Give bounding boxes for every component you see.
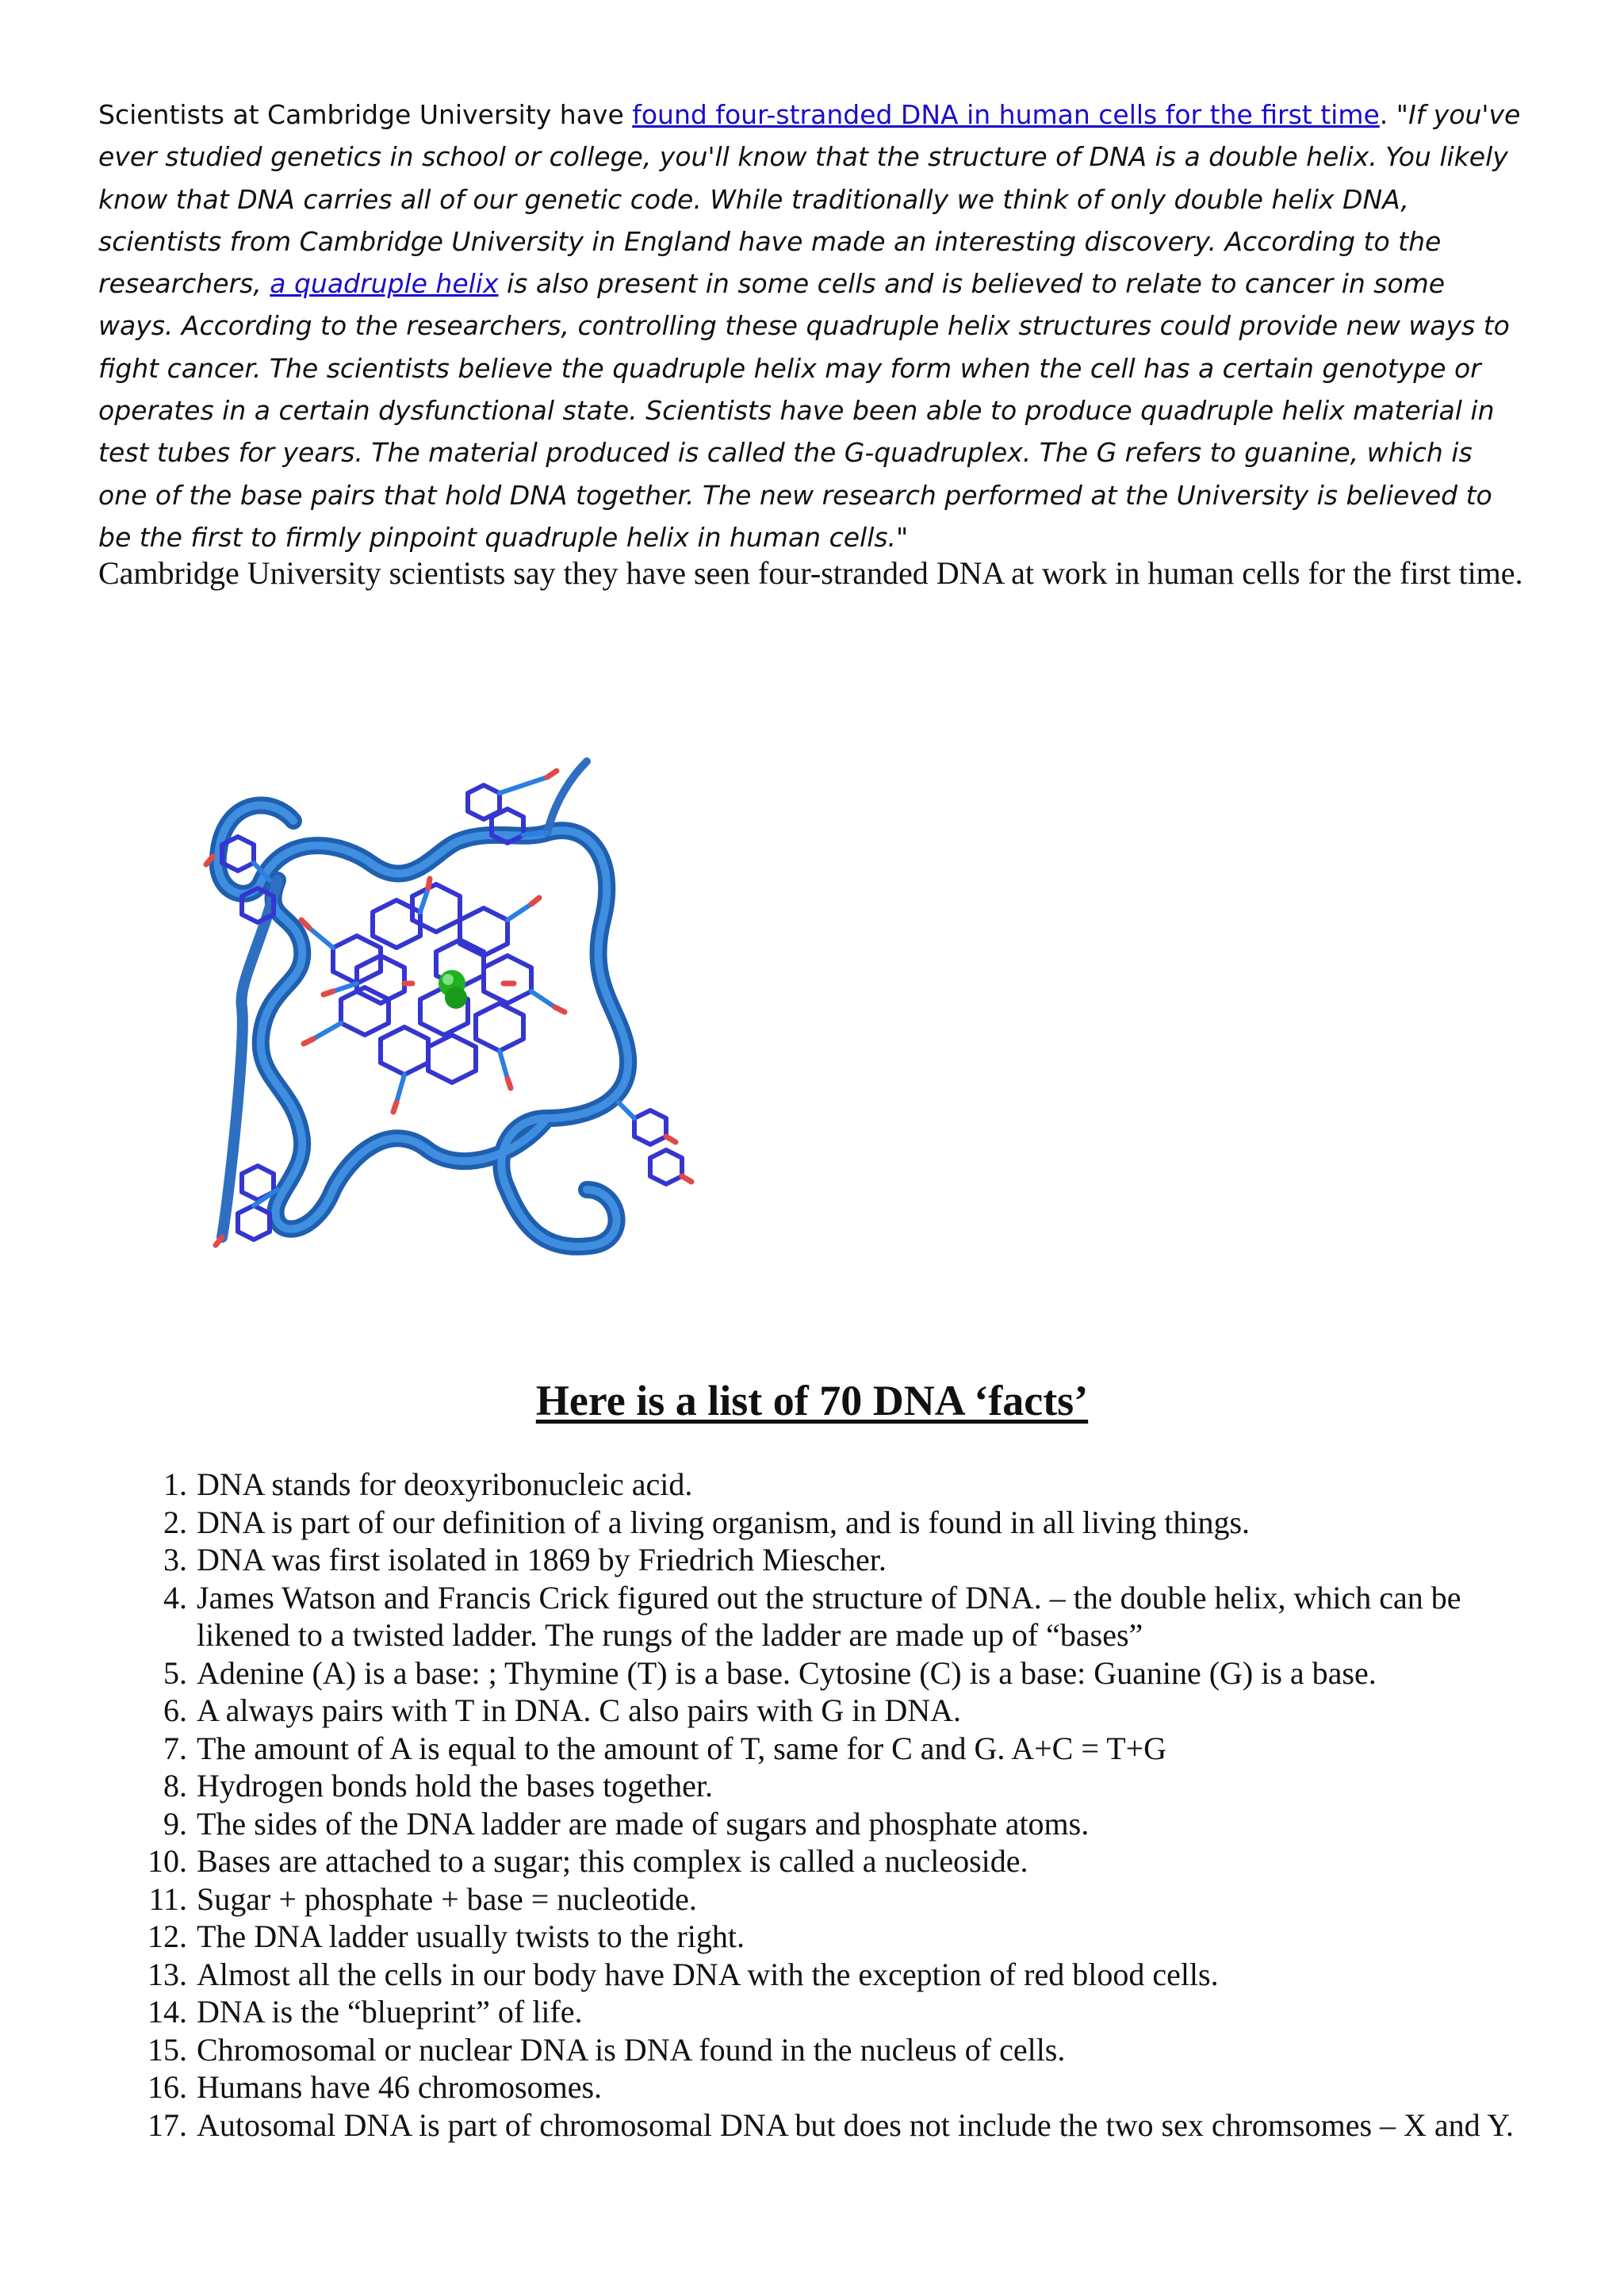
fact-item — [143, 1466, 1538, 1504]
fact-number: 17 . — [143, 2106, 187, 2145]
fact-item — [143, 2106, 1538, 2145]
summary-paragraph: Cambridge University scientists say they have seen four-stranded DNA at work in human cells for the first time. — [98, 555, 1523, 591]
fact-text: Chromosomal or nuclear DNA is DNA found in the nucleus of cells. — [197, 2031, 1066, 2068]
fact-item — [143, 1730, 1538, 1768]
fact-number: 8 . — [143, 1767, 187, 1805]
fact-item — [143, 1918, 1538, 1956]
fact-number: 6 . — [143, 1692, 187, 1730]
intro-lead: Scientists at Cambridge University have — [98, 99, 633, 130]
fact-text: Hydrogen bonds hold the bases together. — [197, 1768, 713, 1803]
fact-item — [143, 1504, 1538, 1542]
facts-heading — [0, 1376, 1624, 1425]
fact-item — [143, 2031, 1538, 2069]
fact-item — [143, 1767, 1538, 1805]
fact-item — [143, 1956, 1538, 1994]
four-stranded-dna-link[interactable]: found four-stranded DNA in human cells for the first time — [632, 99, 1380, 130]
fact-item — [143, 1993, 1538, 2031]
fact-number: 1 . — [143, 1466, 187, 1504]
fact-number: 4 . — [143, 1579, 187, 1617]
fact-number: 16 . — [143, 2068, 187, 2106]
fact-text: Autosomal DNA is part of chromosomal DNA but does not include the two sex chromsomes – X and Y. — [197, 2106, 1514, 2143]
fact-number: 7 . — [143, 1730, 187, 1768]
fact-item — [143, 1880, 1538, 1918]
quote-part-2: is also present in some cells and is believed to relate to cancer in some ways. According to the researchers, controlling these quadruple helix structures could provide new ways to fight cancer. The scientists believe the quadruple helix may form when the cell has a certain genotype or operates in a certain dysfunctional state. Scientists have been able to produce quadruple helix material in test tubes for years. The material produced is called the G-quadruplex. The G refers to guanine, which is one of the base pairs that hold DNA together. The new research performed at the University is believed to be the first to firmly pinpoint quadruple helix in human cells." — [98, 268, 1510, 553]
fact-number: 15 . — [143, 2031, 187, 2069]
fact-item — [143, 1692, 1538, 1730]
fact-text: James Watson and Francis Crick figured out the structure of DNA. – the double helix, which can be likened to a twisted ladder. The rungs of the ladder are made up of “bases” — [197, 1579, 1461, 1653]
fact-item — [143, 1654, 1538, 1692]
quadruple-helix-link[interactable]: a quadruple helix — [270, 268, 499, 300]
fact-text: DNA is the “blueprint” of life. — [197, 1994, 583, 2030]
g-quadruplex-figure — [174, 746, 745, 1293]
fact-text: Bases are attached to a sugar; this complex is called a nucleoside. — [197, 1843, 1028, 1879]
fact-number: 13 . — [143, 1956, 187, 1994]
fact-number: 11 . — [143, 1880, 187, 1918]
fact-text: DNA was first isolated in 1869 by Friedrich Miescher. — [197, 1542, 887, 1577]
intro-paragraph — [98, 94, 1526, 558]
facts-list — [143, 1466, 1538, 2144]
fact-number: 5 . — [143, 1654, 187, 1692]
fact-item — [143, 1805, 1538, 1843]
fact-item — [143, 1842, 1538, 1880]
fact-text: The amount of A is equal to the amount of T, same for C and G. A+C = T+G — [197, 1730, 1167, 1766]
fact-number: 2 . — [143, 1504, 187, 1542]
fact-text: Almost all the cells in our body have DNA with the exception of red blood cells. — [197, 1956, 1219, 1992]
fact-text: Adenine (A) is a base: ; Thymine (T) is a base. Cytosine (C) is a base: Guanine (G) is a base. — [197, 1654, 1377, 1691]
fact-text: Humans have 46 chromosomes. — [197, 2069, 603, 2105]
fact-text: DNA is part of our definition of a living organism, and is found in all living things. — [197, 1504, 1251, 1540]
fact-number: 14 . — [143, 1993, 187, 2031]
fact-text: The sides of the DNA ladder are made of sugars and phosphate atoms. — [197, 1805, 1090, 1842]
fact-number: 12 . — [143, 1918, 187, 1956]
fact-item — [143, 1579, 1538, 1654]
intro-after-link: . — [1379, 99, 1396, 130]
quote-part-1: "If you've ever studied genetics in school or college, you'll know that the structure of DNA is a double helix. You likely know that DNA carries all of our genetic code. While traditionally we think of only double helix DNA, scientists from Cambridge University in England have made an interesting discovery. According to the researchers, — [98, 99, 1521, 300]
fact-item — [143, 1541, 1538, 1579]
fact-number: 10 . — [143, 1842, 187, 1880]
fact-number: 9 . — [143, 1805, 187, 1843]
fact-text: A always pairs with T in DNA. C also pairs with G in DNA. — [197, 1692, 962, 1728]
fact-text: Sugar + phosphate + base = nucleotide. — [197, 1880, 697, 1917]
facts-heading-text: Here is a list of 70 DNA ‘facts’ — [535, 1377, 1089, 1424]
g-quadruplex-molecule-icon — [174, 746, 745, 1293]
fact-text: The DNA ladder usually twists to the right. — [197, 1918, 745, 1954]
fact-number: 3 . — [143, 1541, 187, 1579]
fact-item — [143, 2068, 1538, 2106]
fact-text: DNA stands for deoxyribonucleic acid. — [197, 1466, 693, 1502]
